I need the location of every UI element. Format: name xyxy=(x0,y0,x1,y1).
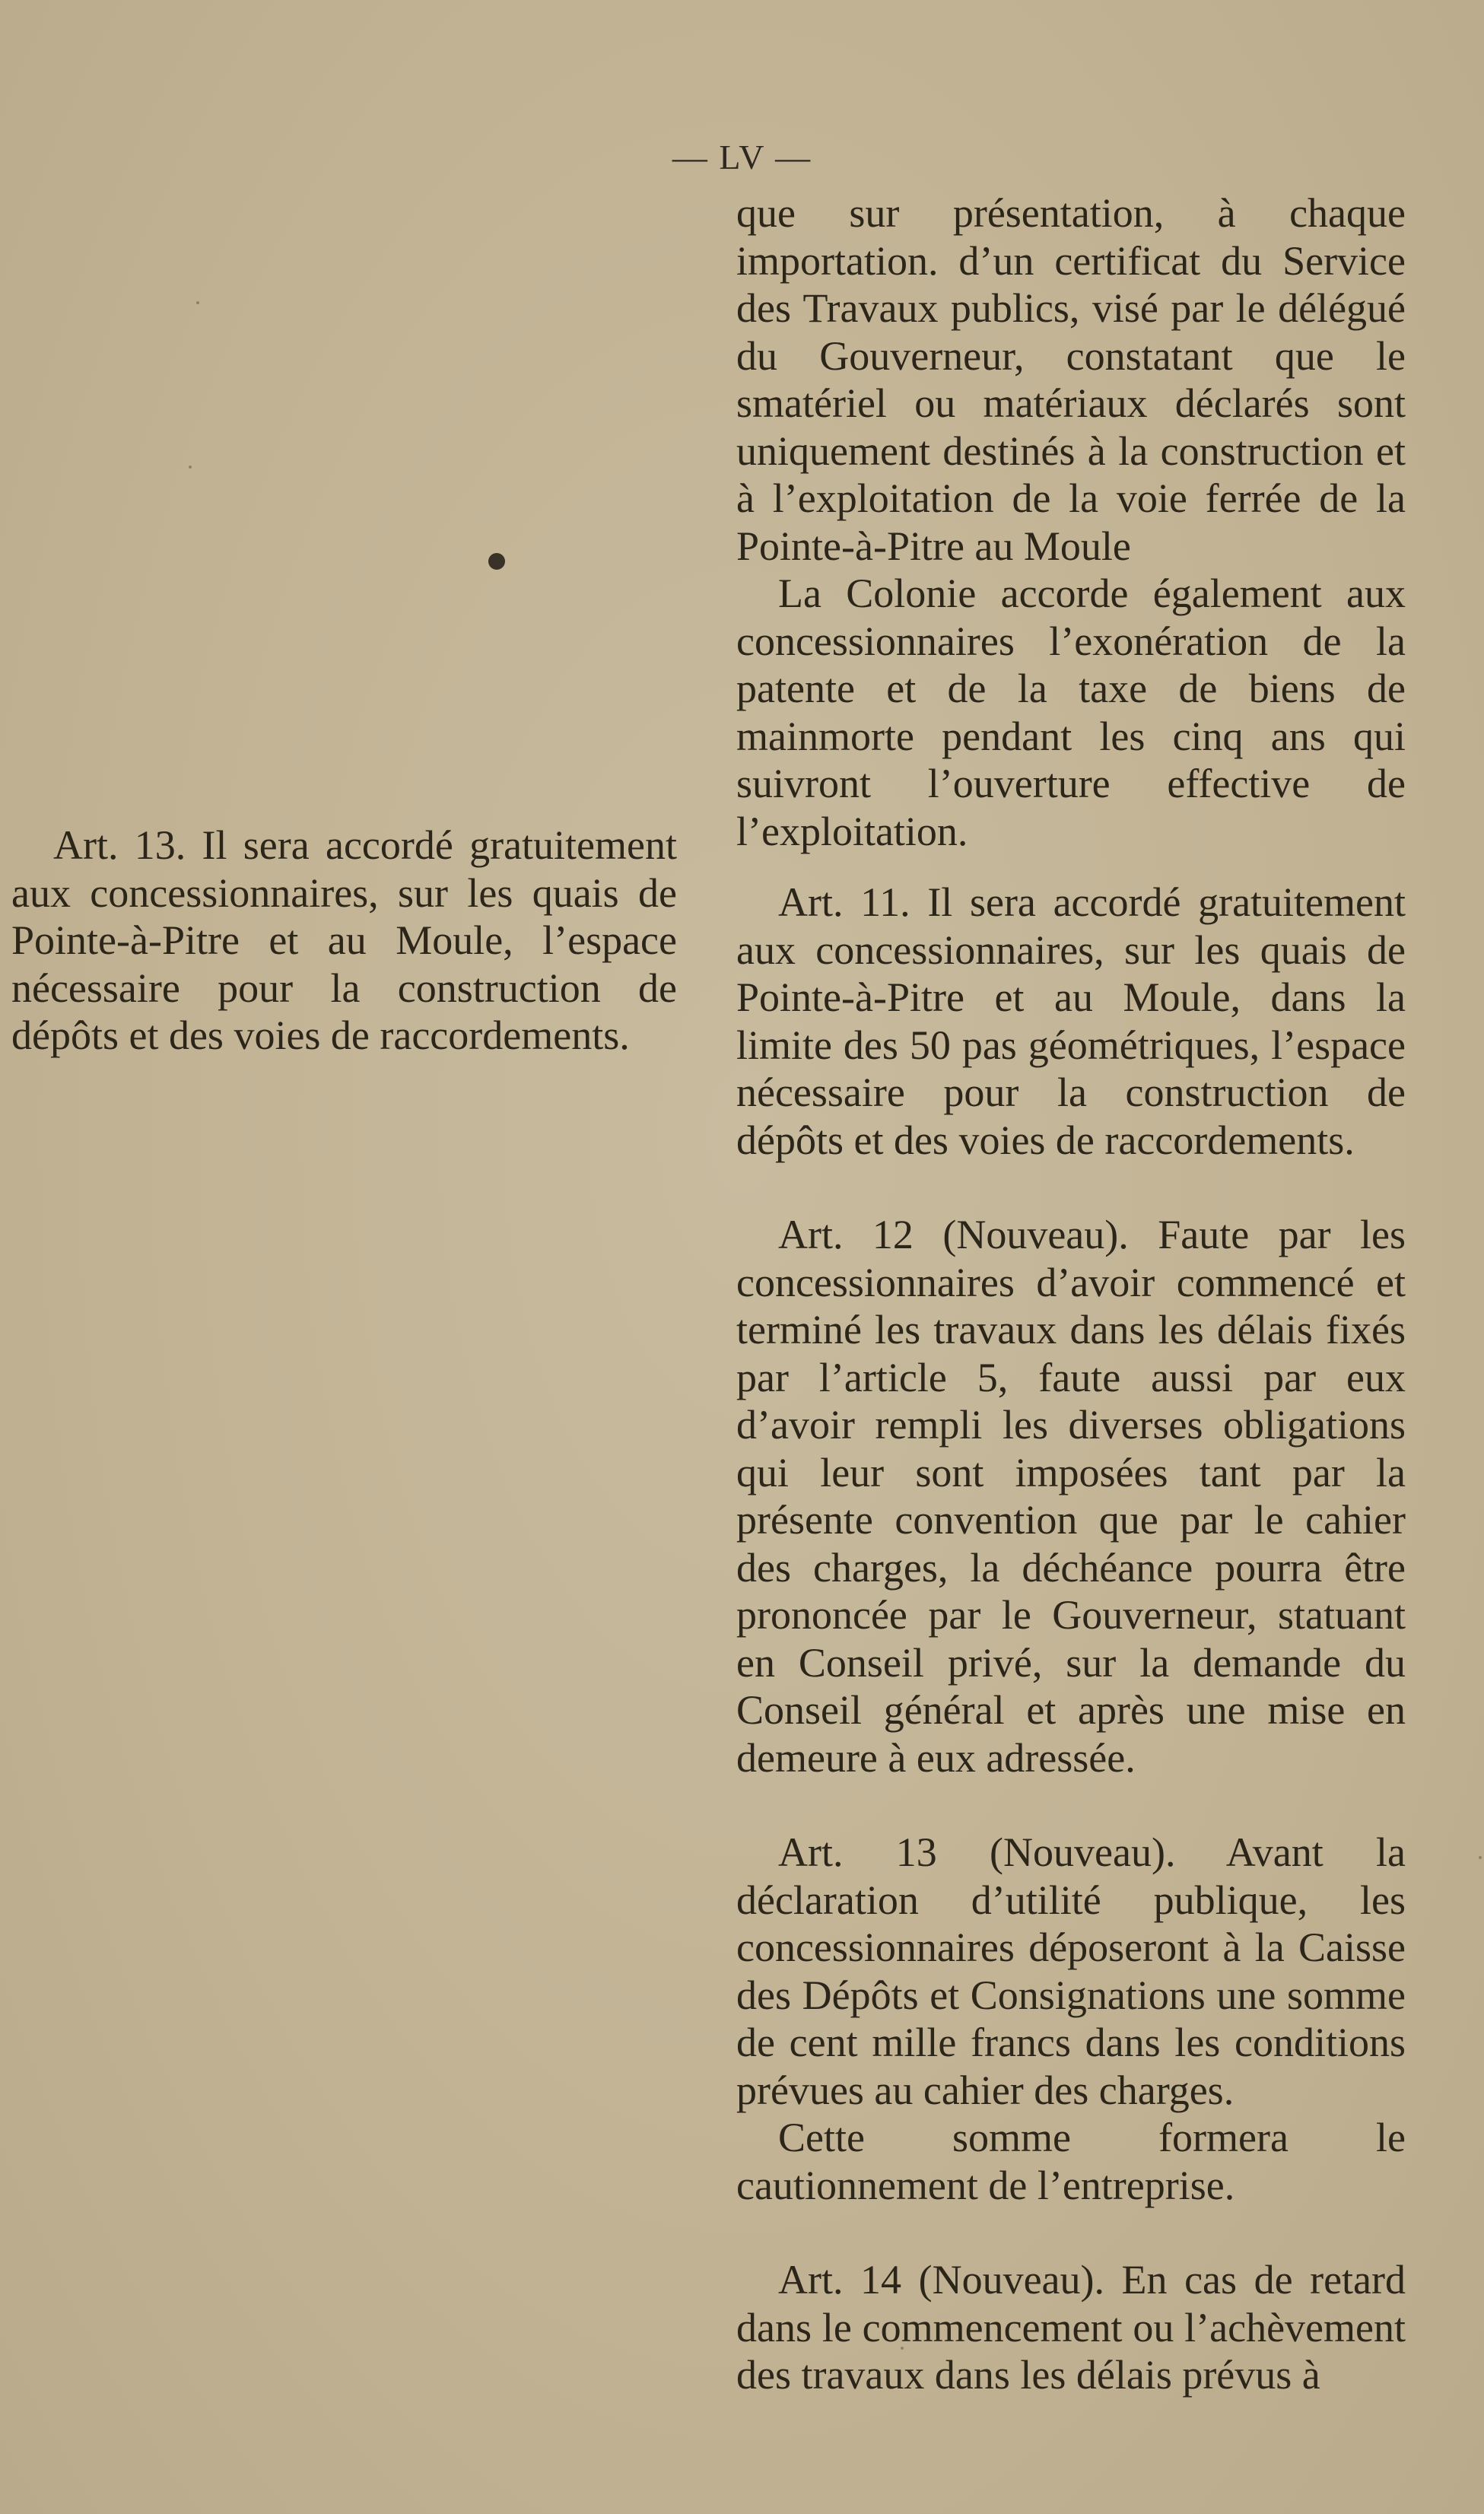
right-column xyxy=(736,189,1406,2399)
paragraph-gap xyxy=(736,855,1406,879)
page-number: — LV — xyxy=(672,138,812,176)
article-12: Art. 12 (Nouveau). Faute par les concessionnaires d’avoir commencé et terminé les travaux dans les délais fixés par l’article 5, faute aussi par eux d’avoir rempli les diverses obligations qui leur sont imposées tant par la présente convention que par le cahier des charges, la déchéance pourra être prononcée par le Gouverneur, statuant en Conseil privé, sur la demande du Conseil général et après une mise en demeure à eux adressée. xyxy=(736,1212,1406,1781)
paper-speck xyxy=(189,466,192,469)
ink-blot xyxy=(488,553,505,570)
paragraph-gap xyxy=(736,1781,1406,1829)
article-11: Art. 11. Il sera accordé gratuitement aux concessionnaires, sur les quais de Pointe-à-Pitre et au Moule, dans la limite des 50 pas géométriques, l’espace nécessaire pour la construction de dépôts et des voies de raccordements. xyxy=(736,879,1406,1163)
article-14: Art. 14 (Nouveau). En cas de retard dans le commencement ou l’achèvement des travaux dans les délais prévus à xyxy=(736,2257,1406,2398)
left-column xyxy=(11,822,677,1060)
paper-speck xyxy=(196,301,199,304)
paragraph-cautionnement: Cette somme formera le cautionnement de l’entreprise. xyxy=(736,2115,1406,2208)
paragraph-gap xyxy=(736,2209,1406,2256)
paragraph-gap xyxy=(736,1164,1406,1211)
paragraph-continuation: que sur présentation, à chaque importation. d’un certificat du Service des Travaux publics, visé par le délégué du Gouverneur, constatant que le smatériel ou matériaux déclarés sont uniquement destinés à la construction et à l’exploitation de la voie ferrée de la Pointe-à-Pitre au Moule xyxy=(736,190,1406,569)
paragraph-colonie: La Colonie accorde également aux concessionnaires l’exonération de la patente et de la taxe de biens de mainmorte pendant les cinq ans qui suivront l’ouverture effective de l’exploitation. xyxy=(736,570,1406,854)
article-13-left: Art. 13. Il sera accordé gratuitement aux concessionnaires, sur les quais de Pointe-à-Pitre et au Moule, l’espace nécessaire pour la construction de dépôts et des voies de raccordements. xyxy=(11,822,677,1058)
paper-speck xyxy=(1479,1856,1482,1859)
article-13-right: Art. 13 (Nouveau). Avant la déclaration d’utilité publique, les concessionnaires déposeront à la Caisse des Dépôts et Consignations une somme de cent mille francs dans les conditions prévues au cahier des charges. xyxy=(736,1829,1406,2113)
